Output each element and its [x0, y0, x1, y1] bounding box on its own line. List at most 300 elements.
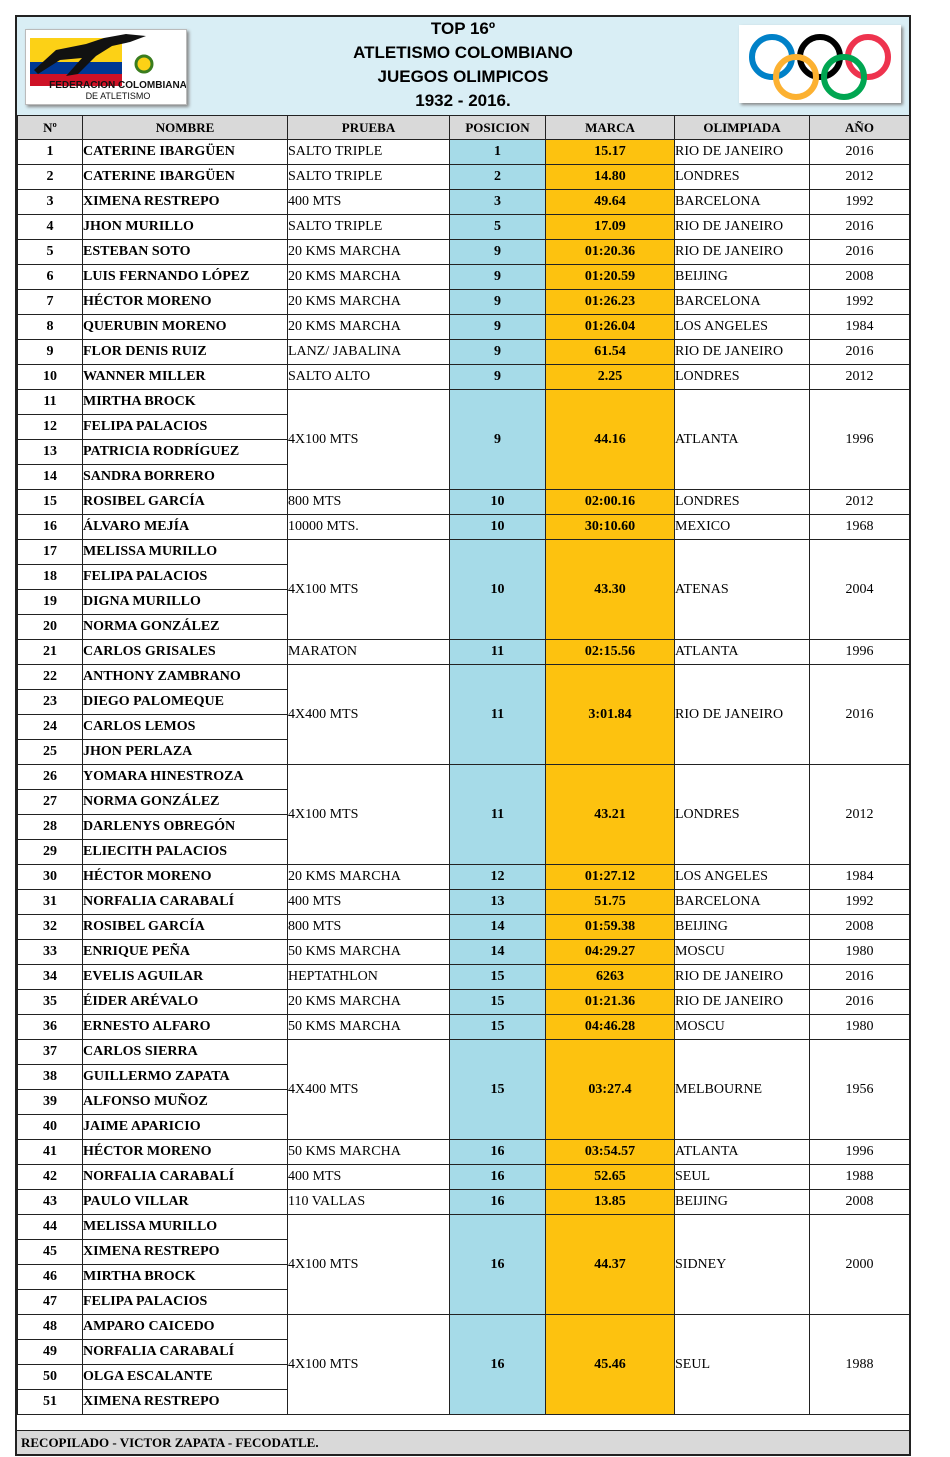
athlete-name: QUERUBIN MORENO — [83, 315, 288, 340]
row-number: 43 — [18, 1190, 83, 1215]
mark-cell: 02:15.56 — [546, 640, 675, 665]
event-cell: SALTO TRIPLE — [288, 140, 450, 165]
row-number: 40 — [18, 1115, 83, 1140]
athlete-name: NORFALIA CARABALÍ — [83, 1165, 288, 1190]
row-number: 20 — [18, 615, 83, 640]
mark-cell: 43.21 — [546, 765, 675, 865]
position-cell: 9 — [450, 265, 546, 290]
year-cell: 2000 — [810, 1215, 910, 1315]
athlete-name: AMPARO CAICEDO — [83, 1315, 288, 1340]
row-number: 27 — [18, 790, 83, 815]
athlete-name: DARLENYS OBREGÓN — [83, 815, 288, 840]
row-number: 2 — [18, 165, 83, 190]
athlete-name: WANNER MILLER — [83, 365, 288, 390]
mark-cell: 13.85 — [546, 1190, 675, 1215]
position-cell: 1 — [450, 140, 546, 165]
olympiad-cell: BARCELONA — [675, 290, 810, 315]
position-cell: 11 — [450, 640, 546, 665]
row-number: 46 — [18, 1265, 83, 1290]
athlete-name: JHON PERLAZA — [83, 740, 288, 765]
mark-cell: 30:10.60 — [546, 515, 675, 540]
row-number: 29 — [18, 840, 83, 865]
athlete-name: CARLOS SIERRA — [83, 1040, 288, 1065]
row-number: 9 — [18, 340, 83, 365]
table-row — [18, 1315, 910, 1340]
column-header-row — [18, 116, 910, 140]
row-number: 47 — [18, 1290, 83, 1315]
row-number: 16 — [18, 515, 83, 540]
athlete-name: NORFALIA CARABALÍ — [83, 1340, 288, 1365]
position-cell: 9 — [450, 365, 546, 390]
athlete-name: FLOR DENIS RUIZ — [83, 340, 288, 365]
year-cell: 2012 — [810, 765, 910, 865]
athlete-name: DIEGO PALOMEQUE — [83, 690, 288, 715]
row-number: 13 — [18, 440, 83, 465]
olympiad-cell: BEIJING — [675, 1190, 810, 1215]
row-number: 33 — [18, 940, 83, 965]
athlete-name: SANDRA BORRERO — [83, 465, 288, 490]
year-cell: 1980 — [810, 940, 910, 965]
row-number: 14 — [18, 465, 83, 490]
year-cell: 2016 — [810, 665, 910, 765]
athlete-name: JHON MURILLO — [83, 215, 288, 240]
event-cell: 20 KMS MARCHA — [288, 290, 450, 315]
row-number: 51 — [18, 1390, 83, 1415]
row-number: 44 — [18, 1215, 83, 1240]
year-cell: 1996 — [810, 1140, 910, 1165]
athlete-name: DIGNA MURILLO — [83, 590, 288, 615]
position-cell: 16 — [450, 1140, 546, 1165]
year-cell: 1984 — [810, 315, 910, 340]
event-cell: 4X400 MTS — [288, 1040, 450, 1140]
olympiad-cell: SIDNEY — [675, 1215, 810, 1315]
event-cell: 4X100 MTS — [288, 540, 450, 640]
mark-cell: 49.64 — [546, 190, 675, 215]
position-cell: 9 — [450, 340, 546, 365]
row-number: 42 — [18, 1165, 83, 1190]
row-number: 6 — [18, 265, 83, 290]
athlete-name: XIMENA RESTREPO — [83, 1390, 288, 1415]
olympiad-cell: RIO DE JANEIRO — [675, 140, 810, 165]
athlete-name: ROSIBEL GARCÍA — [83, 915, 288, 940]
event-cell: 50 KMS MARCHA — [288, 1015, 450, 1040]
position-cell: 12 — [450, 865, 546, 890]
year-cell: 1980 — [810, 1015, 910, 1040]
olympiad-cell: MEXICO — [675, 515, 810, 540]
row-number: 12 — [18, 415, 83, 440]
athlete-name: ROSIBEL GARCÍA — [83, 490, 288, 515]
row-number: 22 — [18, 665, 83, 690]
year-cell: 1996 — [810, 640, 910, 665]
year-cell: 2016 — [810, 990, 910, 1015]
mark-cell: 61.54 — [546, 340, 675, 365]
row-number: 3 — [18, 190, 83, 215]
row-number: 10 — [18, 365, 83, 390]
position-cell: 2 — [450, 165, 546, 190]
table-row — [18, 165, 910, 190]
olympiad-cell: ATLANTA — [675, 640, 810, 665]
table-row — [18, 540, 910, 565]
row-number: 5 — [18, 240, 83, 265]
olympiad-cell: LOS ANGELES — [675, 865, 810, 890]
table-row — [18, 765, 910, 790]
row-number: 8 — [18, 315, 83, 340]
athlete-name: ENRIQUE PEÑA — [83, 940, 288, 965]
event-cell: 800 MTS — [288, 915, 450, 940]
table-row — [18, 215, 910, 240]
olympiad-cell: MOSCU — [675, 940, 810, 965]
event-cell: 50 KMS MARCHA — [288, 940, 450, 965]
row-number: 26 — [18, 765, 83, 790]
mark-cell: 01:59.38 — [546, 915, 675, 940]
row-number: 34 — [18, 965, 83, 990]
year-cell: 2008 — [810, 265, 910, 290]
event-cell: 10000 MTS. — [288, 515, 450, 540]
row-number: 30 — [18, 865, 83, 890]
table-row — [18, 640, 910, 665]
mark-cell: 15.17 — [546, 140, 675, 165]
table-row — [18, 865, 910, 890]
position-cell: 10 — [450, 540, 546, 640]
year-cell: 1992 — [810, 890, 910, 915]
position-cell: 16 — [450, 1190, 546, 1215]
year-cell: 2016 — [810, 240, 910, 265]
position-cell: 9 — [450, 290, 546, 315]
position-cell: 16 — [450, 1315, 546, 1415]
athlete-name: FELIPA PALACIOS — [83, 415, 288, 440]
table-row — [18, 190, 910, 215]
table-row — [18, 490, 910, 515]
table-row — [18, 515, 910, 540]
year-cell: 2008 — [810, 915, 910, 940]
event-cell: 20 KMS MARCHA — [288, 240, 450, 265]
olympiad-cell: SEUL — [675, 1315, 810, 1415]
event-cell: 20 KMS MARCHA — [288, 265, 450, 290]
position-cell: 3 — [450, 190, 546, 215]
event-cell: 400 MTS — [288, 190, 450, 215]
athlete-name: CATERINE IBARGÜEN — [83, 140, 288, 165]
olympiad-cell: BEIJING — [675, 915, 810, 940]
row-number: 39 — [18, 1090, 83, 1115]
position-cell: 9 — [450, 240, 546, 265]
mark-cell: 01:27.12 — [546, 865, 675, 890]
event-cell: SALTO ALTO — [288, 365, 450, 390]
table-row — [18, 265, 910, 290]
federation-name-line-2: DE ATLETISMO — [85, 91, 151, 101]
event-cell: 50 KMS MARCHA — [288, 1140, 450, 1165]
laurel-wreath-icon — [136, 56, 152, 72]
row-number: 24 — [18, 715, 83, 740]
mark-cell: 3:01.84 — [546, 665, 675, 765]
row-number: 49 — [18, 1340, 83, 1365]
mark-cell: 04:29.27 — [546, 940, 675, 965]
title-block — [197, 17, 729, 113]
mark-cell: 04:46.28 — [546, 1015, 675, 1040]
year-cell: 1992 — [810, 290, 910, 315]
athlete-name: FELIPA PALACIOS — [83, 565, 288, 590]
results-sheet — [15, 15, 911, 1456]
table-row — [18, 1140, 910, 1165]
table-row — [18, 1040, 910, 1065]
event-cell: MARATON — [288, 640, 450, 665]
event-cell: 4X100 MTS — [288, 1315, 450, 1415]
athlete-name: XIMENA RESTREPO — [83, 190, 288, 215]
mark-cell: 52.65 — [546, 1165, 675, 1190]
mark-cell: 17.09 — [546, 215, 675, 240]
olympiad-cell: LONDRES — [675, 765, 810, 865]
athlete-name: CARLOS GRISALES — [83, 640, 288, 665]
year-cell: 1988 — [810, 1165, 910, 1190]
mark-cell: 03:27.4 — [546, 1040, 675, 1140]
olympiad-cell: LONDRES — [675, 165, 810, 190]
position-cell: 15 — [450, 1040, 546, 1140]
mark-cell: 01:20.36 — [546, 240, 675, 265]
athlete-name: GUILLERMO ZAPATA — [83, 1065, 288, 1090]
athlete-name: HÉCTOR MORENO — [83, 865, 288, 890]
col-header-name: NOMBRE — [83, 116, 288, 140]
row-number: 41 — [18, 1140, 83, 1165]
mark-cell: 14.80 — [546, 165, 675, 190]
athlete-name: PATRICIA RODRÍGUEZ — [83, 440, 288, 465]
event-cell: 4X100 MTS — [288, 1215, 450, 1315]
position-cell: 14 — [450, 915, 546, 940]
olympiad-cell: BEIJING — [675, 265, 810, 290]
table-row — [18, 915, 910, 940]
row-number: 36 — [18, 1015, 83, 1040]
athlete-name: OLGA ESCALANTE — [83, 1365, 288, 1390]
athlete-name: XIMENA RESTREPO — [83, 1240, 288, 1265]
athlete-name: ELIECITH PALACIOS — [83, 840, 288, 865]
mark-cell: 02:00.16 — [546, 490, 675, 515]
event-cell: 20 KMS MARCHA — [288, 865, 450, 890]
event-cell: 4X100 MTS — [288, 390, 450, 490]
event-cell: SALTO TRIPLE — [288, 165, 450, 190]
athlete-name: ANTHONY ZAMBRANO — [83, 665, 288, 690]
mark-cell: 45.46 — [546, 1315, 675, 1415]
mark-cell: 03:54.57 — [546, 1140, 675, 1165]
row-number: 21 — [18, 640, 83, 665]
athlete-name: LUIS FERNANDO LÓPEZ — [83, 265, 288, 290]
row-number: 50 — [18, 1365, 83, 1390]
row-number: 7 — [18, 290, 83, 315]
results-table — [17, 115, 910, 1415]
olympiad-cell: MOSCU — [675, 1015, 810, 1040]
row-number: 4 — [18, 215, 83, 240]
mark-cell: 01:21.36 — [546, 990, 675, 1015]
olympiad-cell: LOS ANGELES — [675, 315, 810, 340]
table-row — [18, 1165, 910, 1190]
olympiad-cell: RIO DE JANEIRO — [675, 665, 810, 765]
year-cell: 2016 — [810, 215, 910, 240]
year-cell: 2004 — [810, 540, 910, 640]
table-row — [18, 1190, 910, 1215]
athlete-name: ALFONSO MUÑOZ — [83, 1090, 288, 1115]
athlete-name: JAIME APARICIO — [83, 1115, 288, 1140]
position-cell: 9 — [450, 390, 546, 490]
title-line-4: 1932 - 2016. — [415, 91, 511, 110]
athlete-name: MELISSA MURILLO — [83, 1215, 288, 1240]
position-cell: 11 — [450, 665, 546, 765]
olympiad-cell: BARCELONA — [675, 890, 810, 915]
olympiad-cell: RIO DE JANEIRO — [675, 240, 810, 265]
athlete-name: ÁLVARO MEJÍA — [83, 515, 288, 540]
athlete-name: EVELIS AGUILAR — [83, 965, 288, 990]
position-cell: 16 — [450, 1215, 546, 1315]
event-cell: 4X400 MTS — [288, 665, 450, 765]
federation-name-line-1: FEDERACION COLOMBIANA — [49, 80, 186, 91]
year-cell: 1996 — [810, 390, 910, 490]
mark-cell: 01:20.59 — [546, 265, 675, 290]
position-cell: 15 — [450, 1015, 546, 1040]
table-row — [18, 965, 910, 990]
row-number: 28 — [18, 815, 83, 840]
year-cell: 1984 — [810, 865, 910, 890]
compiler-credit: RECOPILADO - VICTOR ZAPATA - FECODATLE. — [17, 1430, 909, 1454]
position-cell: 13 — [450, 890, 546, 915]
position-cell: 15 — [450, 990, 546, 1015]
position-cell: 5 — [450, 215, 546, 240]
position-cell: 15 — [450, 965, 546, 990]
row-number: 17 — [18, 540, 83, 565]
year-cell: 2016 — [810, 965, 910, 990]
event-cell: 20 KMS MARCHA — [288, 315, 450, 340]
table-row — [18, 665, 910, 690]
olympiad-cell: BARCELONA — [675, 190, 810, 215]
table-row — [18, 1215, 910, 1240]
athlete-name: CATERINE IBARGÜEN — [83, 165, 288, 190]
mark-cell: 01:26.23 — [546, 290, 675, 315]
olympiad-cell: ATLANTA — [675, 1140, 810, 1165]
olympiad-cell: LONDRES — [675, 490, 810, 515]
athlete-name: PAULO VILLAR — [83, 1190, 288, 1215]
olympiad-cell: ATENAS — [675, 540, 810, 640]
row-number: 15 — [18, 490, 83, 515]
year-cell: 2012 — [810, 365, 910, 390]
event-cell: LANZ/ JABALINA — [288, 340, 450, 365]
title-line-2: ATLETISMO COLOMBIANO — [353, 43, 573, 62]
olympiad-cell: RIO DE JANEIRO — [675, 215, 810, 240]
row-number: 38 — [18, 1065, 83, 1090]
table-row — [18, 240, 910, 265]
olympiad-cell: RIO DE JANEIRO — [675, 990, 810, 1015]
table-row — [18, 365, 910, 390]
position-cell: 14 — [450, 940, 546, 965]
athlete-name: NORMA GONZÁLEZ — [83, 790, 288, 815]
athlete-name: MIRTHA BROCK — [83, 1265, 288, 1290]
table-body — [18, 140, 910, 1415]
col-header-mark: MARCA — [546, 116, 675, 140]
athlete-name: MIRTHA BROCK — [83, 390, 288, 415]
table-row — [18, 390, 910, 415]
row-number: 25 — [18, 740, 83, 765]
table-row — [18, 990, 910, 1015]
year-cell: 1992 — [810, 190, 910, 215]
year-cell: 2008 — [810, 1190, 910, 1215]
federation-logo-graphic — [26, 30, 186, 104]
title-line-3: JUEGOS OLIMPICOS — [377, 67, 549, 86]
year-cell: 1968 — [810, 515, 910, 540]
table-row — [18, 1015, 910, 1040]
row-number: 1 — [18, 140, 83, 165]
event-cell: SALTO TRIPLE — [288, 215, 450, 240]
position-cell: 16 — [450, 1165, 546, 1190]
year-cell: 1988 — [810, 1315, 910, 1415]
col-header-number: Nº — [18, 116, 83, 140]
athlete-name: HÉCTOR MORENO — [83, 1140, 288, 1165]
col-header-event: PRUEBA — [288, 116, 450, 140]
row-number: 37 — [18, 1040, 83, 1065]
event-cell: 400 MTS — [288, 1165, 450, 1190]
col-header-year: AÑO — [810, 116, 910, 140]
position-cell: 10 — [450, 515, 546, 540]
row-number: 31 — [18, 890, 83, 915]
olympiad-cell: ATLANTA — [675, 390, 810, 490]
mark-cell: 2.25 — [546, 365, 675, 390]
year-cell: 2016 — [810, 340, 910, 365]
event-cell: 800 MTS — [288, 490, 450, 515]
athlete-name: NORMA GONZÁLEZ — [83, 615, 288, 640]
athlete-name: ERNESTO ALFARO — [83, 1015, 288, 1040]
title-line-1: TOP 16º — [430, 19, 496, 38]
table-row — [18, 290, 910, 315]
athlete-name: HÉCTOR MORENO — [83, 290, 288, 315]
row-number: 11 — [18, 390, 83, 415]
position-cell: 11 — [450, 765, 546, 865]
athlete-name: FELIPA PALACIOS — [83, 1290, 288, 1315]
event-cell: 4X100 MTS — [288, 765, 450, 865]
row-number: 48 — [18, 1315, 83, 1340]
mark-cell: 43.30 — [546, 540, 675, 640]
athlete-name: NORFALIA CARABALÍ — [83, 890, 288, 915]
table-row — [18, 340, 910, 365]
event-cell: 20 KMS MARCHA — [288, 990, 450, 1015]
olympic-rings-icon — [739, 25, 901, 103]
olympiad-cell: MELBOURNE — [675, 1040, 810, 1140]
table-row — [18, 940, 910, 965]
row-number: 19 — [18, 590, 83, 615]
position-cell: 9 — [450, 315, 546, 340]
olympiad-cell: LONDRES — [675, 365, 810, 390]
table-row — [18, 140, 910, 165]
mark-cell: 44.37 — [546, 1215, 675, 1315]
athlete-name: ESTEBAN SOTO — [83, 240, 288, 265]
mark-cell: 01:26.04 — [546, 315, 675, 340]
sheet-header — [17, 17, 909, 117]
row-number: 35 — [18, 990, 83, 1015]
mark-cell: 6263 — [546, 965, 675, 990]
row-number: 18 — [18, 565, 83, 590]
athlete-name: CARLOS LEMOS — [83, 715, 288, 740]
row-number: 32 — [18, 915, 83, 940]
federation-logo — [25, 29, 187, 105]
year-cell: 1956 — [810, 1040, 910, 1140]
mark-cell: 44.16 — [546, 390, 675, 490]
table-row — [18, 890, 910, 915]
athlete-name: MELISSA MURILLO — [83, 540, 288, 565]
event-cell: HEPTATHLON — [288, 965, 450, 990]
row-number: 45 — [18, 1240, 83, 1265]
olympiad-cell: SEUL — [675, 1165, 810, 1190]
olympic-rings-logo — [739, 25, 901, 103]
olympiad-cell: RIO DE JANEIRO — [675, 340, 810, 365]
position-cell: 10 — [450, 490, 546, 515]
col-header-position: POSICION — [450, 116, 546, 140]
year-cell: 2012 — [810, 490, 910, 515]
col-header-olympiad: OLIMPIADA — [675, 116, 810, 140]
athlete-name: ÉIDER ARÉVALO — [83, 990, 288, 1015]
table-row — [18, 315, 910, 340]
row-number: 23 — [18, 690, 83, 715]
